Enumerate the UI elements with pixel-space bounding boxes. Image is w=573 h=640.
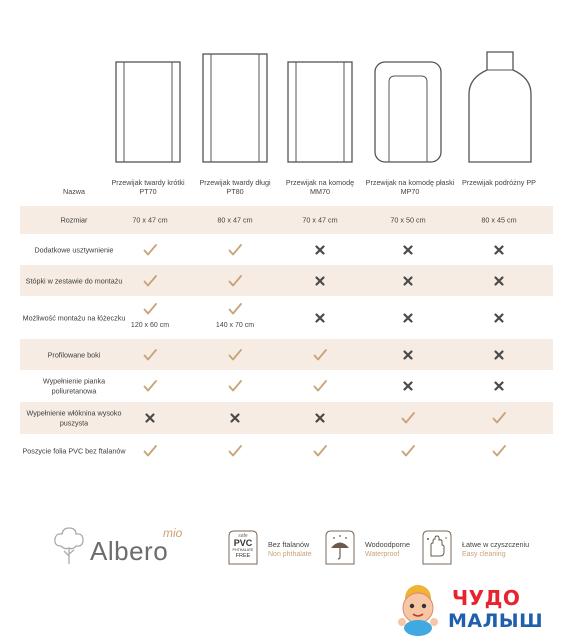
cross-icon xyxy=(312,242,328,258)
umbrella-rain-icon xyxy=(325,530,355,566)
cross-icon xyxy=(227,410,243,426)
product-image-pt80 xyxy=(200,48,270,166)
cross-icon xyxy=(400,273,416,289)
shop-logo xyxy=(390,580,570,638)
crib-size-note: 140 x 70 cm xyxy=(215,322,255,329)
check-icon xyxy=(491,443,507,459)
cross-icon xyxy=(400,378,416,394)
table-row xyxy=(20,402,553,434)
cross-icon xyxy=(491,242,507,258)
row-label: Profilowane boki xyxy=(47,349,101,359)
feature-title: Bez ftalanów xyxy=(268,540,310,549)
cross-icon xyxy=(491,347,507,363)
check-icon xyxy=(227,443,243,459)
product-image-pt70 xyxy=(113,48,183,166)
size-value: 70 x 47 cm xyxy=(132,215,168,225)
row-label: Stópki w zestawie do montażu xyxy=(25,275,123,285)
row-label: Dodatkowe usztywnienie xyxy=(34,244,114,254)
cross-icon xyxy=(400,347,416,363)
table-row xyxy=(20,296,553,339)
cross-icon xyxy=(400,242,416,258)
size-value: 80 x 47 cm xyxy=(217,215,253,225)
size-value: 70 x 50 cm xyxy=(390,215,426,225)
product-name-mm70: Przewijak na komodę MM70 xyxy=(285,178,355,196)
table-row xyxy=(20,265,553,296)
size-value: 80 x 45 cm xyxy=(481,215,517,225)
shop-name-line1: ЧУДО xyxy=(452,586,521,610)
check-icon xyxy=(142,242,158,258)
check-icon xyxy=(142,347,158,363)
cross-icon xyxy=(491,273,507,289)
table-row xyxy=(20,206,553,234)
feature-title: Wodoodporne xyxy=(365,540,411,549)
table-row xyxy=(20,370,553,402)
feature-subtitle: Waterproof xyxy=(365,551,400,558)
shop-name-line2: МАЛЫШ xyxy=(448,610,544,632)
check-icon xyxy=(491,410,507,426)
table-row xyxy=(20,434,553,467)
cross-icon xyxy=(312,273,328,289)
feature-waterproof xyxy=(325,530,425,570)
feature-title: Łatwe w czyszczeniu xyxy=(462,540,530,549)
row-label: Możliwość montażu na łóżeczku xyxy=(22,312,126,322)
row-label: Wypełnienie pianka poliuretanowa xyxy=(42,376,106,395)
cross-icon xyxy=(491,310,507,326)
product-name-pt80: Przewijak twardy długi PT80 xyxy=(199,178,271,196)
feature-subtitle: Non phthalate xyxy=(268,551,312,558)
check-icon xyxy=(142,301,158,317)
check-icon xyxy=(400,410,416,426)
check-icon xyxy=(400,443,416,459)
tree-icon xyxy=(52,526,86,566)
table-row xyxy=(20,234,553,265)
product-image-pp xyxy=(465,48,535,166)
check-icon xyxy=(227,242,243,258)
check-icon xyxy=(142,443,158,459)
brand-suffix: mio xyxy=(163,526,183,540)
name-column-header: Nazwa xyxy=(63,187,85,196)
check-icon xyxy=(227,378,243,394)
check-icon xyxy=(312,347,328,363)
table-row xyxy=(20,339,553,370)
feature-subtitle: Easy cleaning xyxy=(462,551,506,558)
product-name-pp: Przewijak podróżny PP xyxy=(462,178,536,187)
check-icon xyxy=(142,273,158,289)
check-icon xyxy=(312,378,328,394)
feature-phthalate-free xyxy=(228,530,328,570)
brand-name: Albero xyxy=(90,536,169,566)
size-value: 70 x 47 cm xyxy=(302,215,338,225)
product-image-mm70 xyxy=(285,48,355,166)
product-image-mp70 xyxy=(373,48,443,166)
check-icon xyxy=(227,273,243,289)
cross-icon xyxy=(312,410,328,426)
product-name-pt70: Przewijak twardy krótki PT70 xyxy=(111,178,185,196)
product-name-mp70: Przewijak na komodę płaski MP70 xyxy=(365,178,455,196)
brand-logo xyxy=(50,522,200,570)
cross-icon xyxy=(142,410,158,426)
row-label: Poszycie folia PVC bez ftalanów xyxy=(22,445,126,455)
baby-mascot-icon xyxy=(392,582,444,636)
cleaning-hand-icon xyxy=(422,530,452,566)
check-icon xyxy=(227,301,243,317)
row-label: Rozmiar xyxy=(60,215,88,225)
check-icon xyxy=(227,347,243,363)
crib-size-note: 120 x 60 cm xyxy=(130,322,170,329)
cross-icon xyxy=(312,310,328,326)
check-icon xyxy=(142,378,158,394)
pvc-free-icon: safe PVC PHTHALATE FREE xyxy=(228,530,258,566)
row-label: Wypełnienie włóknina wysoko puszysta xyxy=(26,408,122,427)
cross-icon xyxy=(400,310,416,326)
check-icon xyxy=(312,443,328,459)
cross-icon xyxy=(491,378,507,394)
feature-easy-cleaning xyxy=(422,530,552,570)
